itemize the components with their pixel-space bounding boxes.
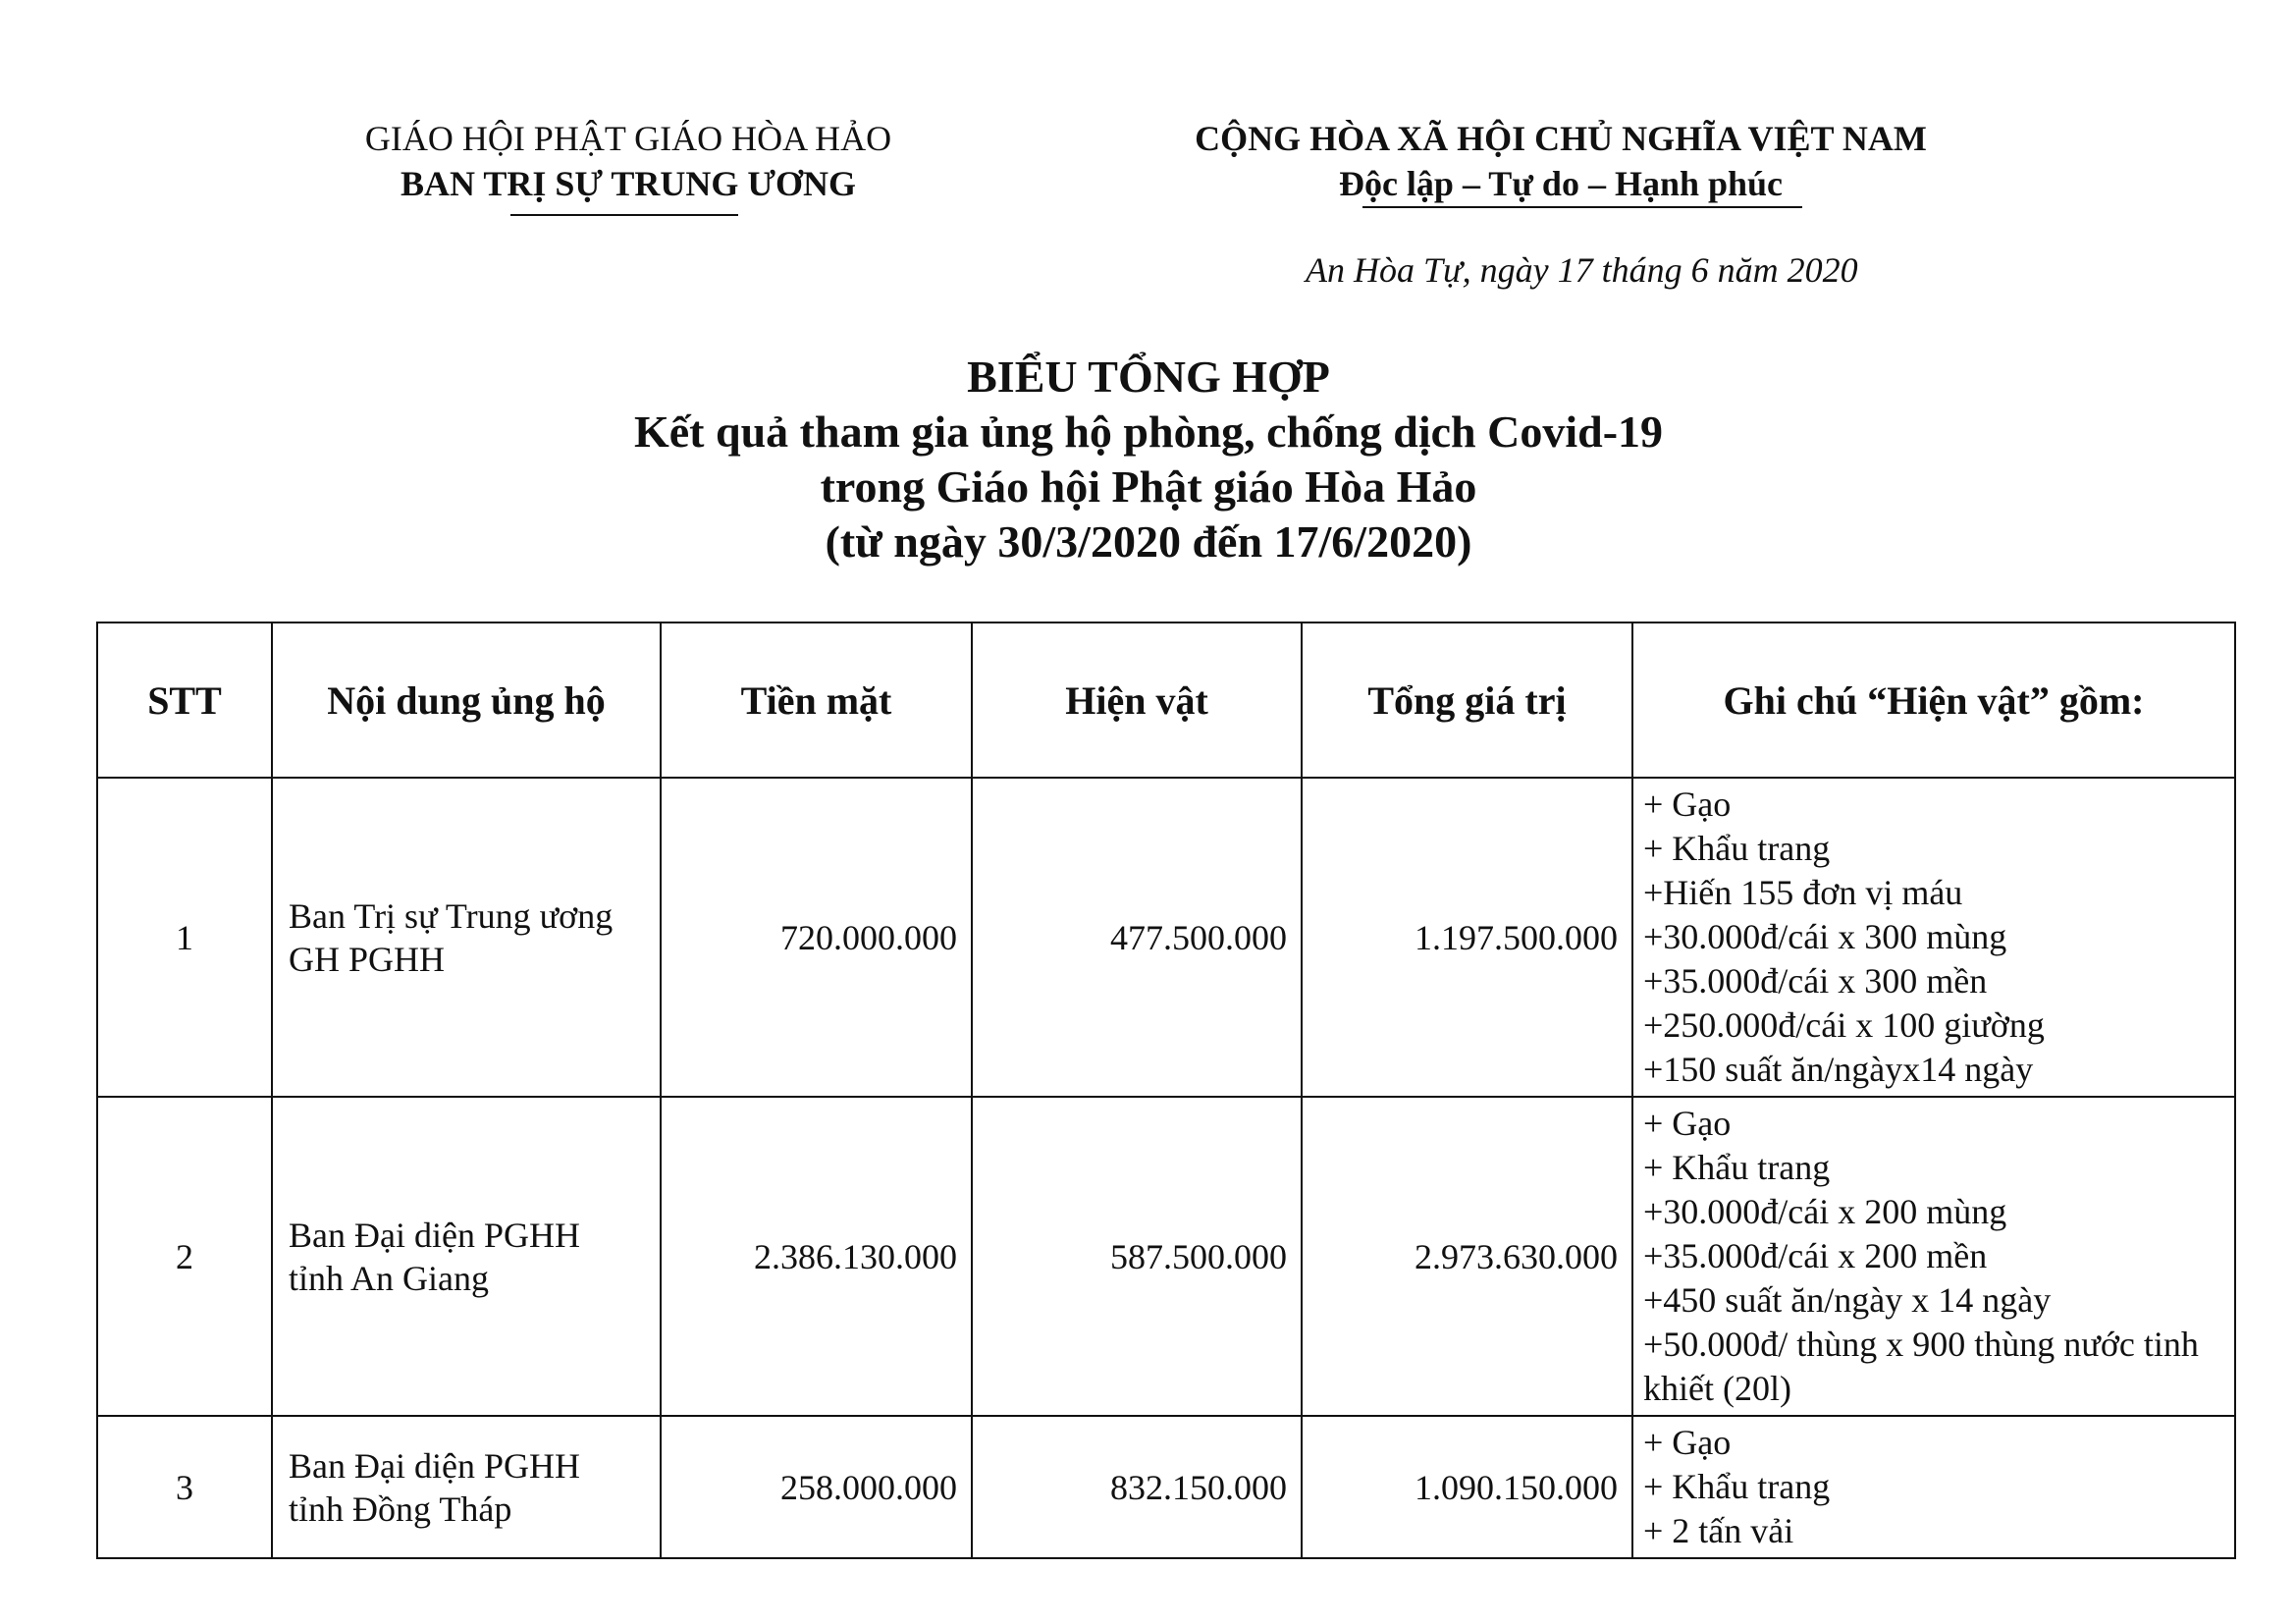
col-header-in-kind: Hiện vật [972, 623, 1302, 778]
row-total: 2.973.630.000 [1302, 1097, 1632, 1416]
title-line2: Kết quả tham gia ủng hộ phòng, chống dịch Covid-19 [633, 406, 1664, 457]
note-item: +50.000đ/ thùng x 900 thùng nước tinh khiết (20l) [1643, 1325, 2199, 1408]
table-row [97, 778, 2235, 1097]
note-item: + Khẩu trang [1643, 1467, 1831, 1506]
note-item: +35.000đ/cái x 300 mền [1643, 961, 1988, 1001]
row-total: 1.090.150.000 [1302, 1416, 1632, 1558]
table-row [97, 1097, 2235, 1416]
title-line1: BIỂU TỔNG HỢP [967, 352, 1330, 402]
row-cash: 720.000.000 [661, 778, 972, 1097]
note-item: +30.000đ/cái x 200 mùng [1643, 1192, 2007, 1231]
col-header-notes: Ghi chú “Hiện vật” gồm: [1632, 623, 2235, 778]
row-cash: 258.000.000 [661, 1416, 972, 1558]
nation-line2: Độc lập – Tự do – Hạnh phúc [1338, 164, 1784, 203]
row-in-kind: 832.150.000 [972, 1416, 1302, 1558]
note-item: +Hiến 155 đơn vị máu [1643, 873, 1963, 912]
row-in-kind: 477.500.000 [972, 778, 1302, 1097]
title-line3: trong Giáo hội Phật giáo Hòa Hảo [820, 461, 1477, 512]
row-total: 1.197.500.000 [1302, 778, 1632, 1097]
document-title [294, 350, 2002, 569]
col-header-content: Nội dung ủng hộ [272, 623, 661, 778]
col-header-total: Tổng giá trị [1302, 623, 1632, 778]
date-line: An Hòa Tự, ngày 17 tháng 6 năm 2020 [1306, 250, 1858, 290]
table-header-row [97, 623, 2235, 778]
content-line: GH PGHH [289, 939, 446, 979]
note-item: + Khẩu trang [1643, 829, 1831, 868]
content-line: Ban Đại diện PGHH [289, 1445, 580, 1486]
note-item: +35.000đ/cái x 200 mền [1643, 1236, 1988, 1275]
row-stt: 2 [97, 1097, 272, 1416]
note-item: + 2 tấn vải [1643, 1511, 1794, 1550]
row-in-kind: 587.500.000 [972, 1097, 1302, 1416]
row-stt: 1 [97, 778, 272, 1097]
org-name-line1: GIÁO HỘI PHẬT GIÁO HÒA HẢO [364, 119, 892, 158]
row-content [272, 778, 661, 1097]
motto-underline [1362, 206, 1802, 208]
row-stt: 3 [97, 1416, 272, 1558]
row-cash: 2.386.130.000 [661, 1097, 972, 1416]
org-underline [510, 214, 738, 216]
col-header-cash: Tiền mặt [661, 623, 972, 778]
row-notes [1632, 1416, 2235, 1558]
row-notes [1632, 1097, 2235, 1416]
content-line: tỉnh Đồng Tháp [289, 1489, 512, 1529]
title-line4: (từ ngày 30/3/2020 đến 17/6/2020) [825, 516, 1472, 567]
nation-line1: CỘNG HÒA XÃ HỘI CHỦ NGHĨA VIỆT NAM [1195, 119, 1927, 158]
note-item: + Gạo [1643, 1104, 1732, 1143]
summary-table [96, 622, 2236, 1559]
content-line: Ban Trị sự Trung ương [289, 895, 614, 936]
table-row [97, 1416, 2235, 1558]
row-notes [1632, 778, 2235, 1097]
note-item: + Khẩu trang [1643, 1148, 1831, 1187]
org-name [314, 116, 942, 206]
note-item: +150 suất ăn/ngàyx14 ngày [1643, 1050, 2034, 1089]
national-motto [1129, 116, 1993, 206]
note-item: + Gạo [1643, 1423, 1732, 1462]
note-item: +450 suất ăn/ngày x 14 ngày [1643, 1280, 2052, 1320]
note-item: + Gạo [1643, 785, 1732, 824]
org-name-line2: BAN TRỊ SỰ TRUNG ƯƠNG [400, 164, 857, 203]
note-item: +30.000đ/cái x 300 mùng [1643, 917, 2007, 956]
note-item: +250.000đ/cái x 100 giường [1643, 1005, 2045, 1045]
content-line: tỉnh An Giang [289, 1258, 489, 1298]
col-header-stt: STT [97, 623, 272, 778]
row-content [272, 1416, 661, 1558]
content-line: Ban Đại diện PGHH [289, 1215, 580, 1255]
row-content [272, 1097, 661, 1416]
